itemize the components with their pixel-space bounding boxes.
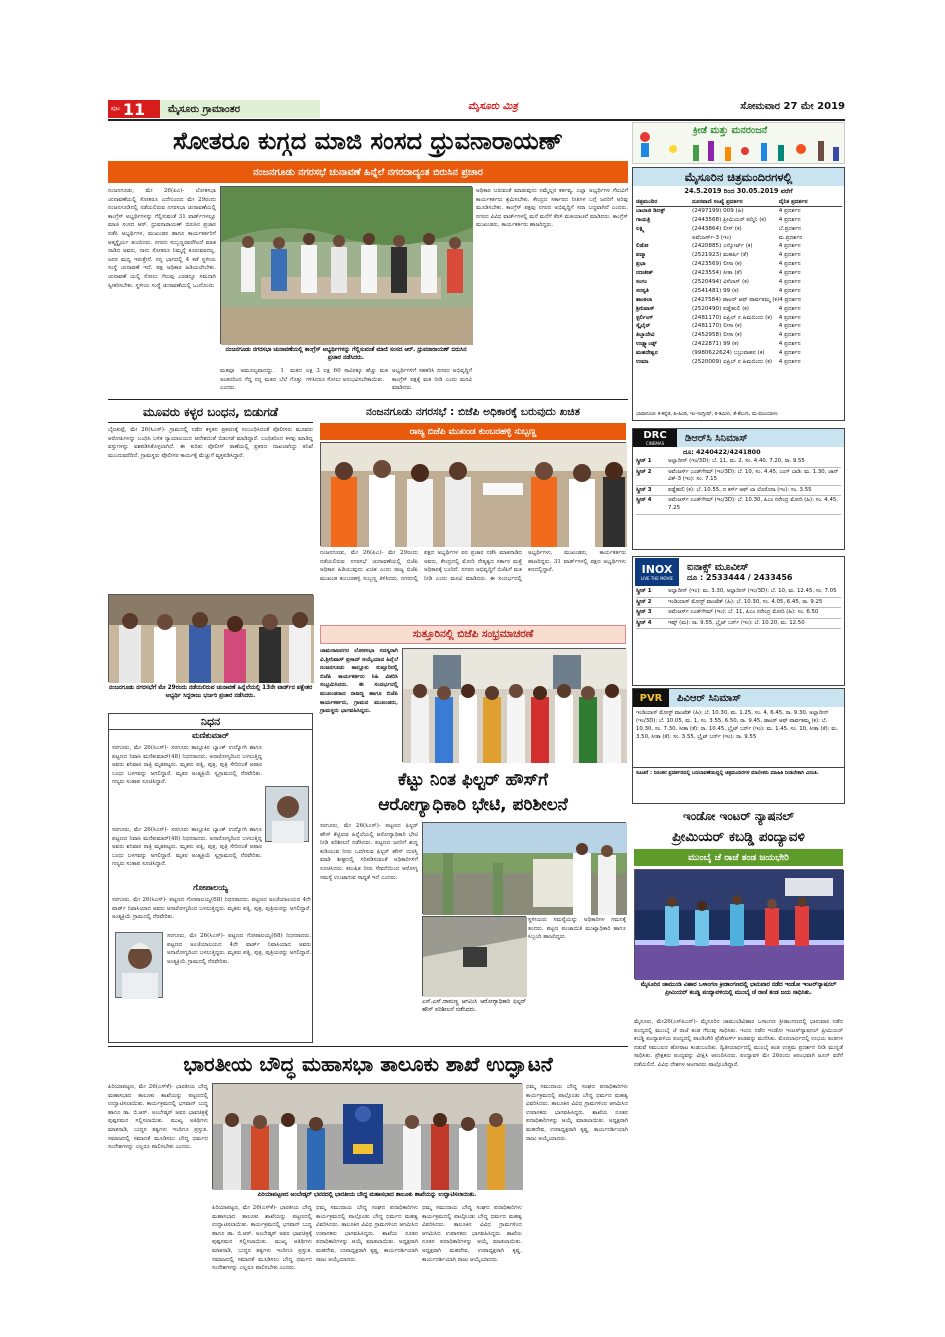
filter-photo-caption: ಎಸ್.ಎಸ್.ರಾಮಣ್ಣ ಆಗಮಿಸಿ ಆರೋಗ್ಯಾಧಿಕಾರಿ ಫಿಲ್ಟರ್ ಹೌಸ್ ಪರಿಶೀಲನೆ ನಡೆಸಿದರು. (422, 999, 526, 1014)
obituary-heading: ನಿಧನ (109, 714, 312, 730)
inox-screen-label: ಸ್ಕ್ರೀನ್ 3 (636, 609, 652, 616)
pvr-schedule: ಇಂಡಿಯಾಸ್ ಮೋಸ್ಟ್ ವಾಂಟೆಡ್ (ಹಿ): ಬೆ. 10.30, ಮ. 1.25, ಸಂ. 4, 6.45, ರಾ. 9.30, ಅಲ್ಲಾದೀನ್ (ಇಂ/3D): ಬೆ. 10.05, ಮ. 1, ಸಂ. 3.55, 6.50, ರಾ. 9.45, ಡಾಟರ್ ಆಫ್ ಪಾರ್ವತಮ್ಮ (ಕ): ಬೆ. 10.30, ಸಂ. 7.30, ಸೀತಾ (ತೆ): ರಾ. 10.45, ಬ್ರೈಟ್ ಬರ್ನ್ (ಇಂ): ಮ. 1.45, ಸಂ. 10, ಸೀತಾ (ತೆ): ಮ. 3.50, ಸೀತಾ (ತೆ): ಸಂ. 3.55, ಬ್ರೈಟ್ ಬರ್ನ್ (ಇಂ): ರಾ. 9.55 (636, 710, 839, 740)
cinema-movie: (2452958) ಲೀಸಾ (ಕ) (692, 332, 742, 339)
obituary-photo-1 (265, 786, 309, 842)
filter-headline-1: ಕೆಟ್ಟು ನಿಂತ ಫಿಲ್ಟರ್ ಹೌಸ್‌ಗೆ (398, 770, 548, 790)
obituary-box (108, 713, 313, 1043)
inox-logo-sub: LIVE THE MOVIE (640, 575, 674, 581)
inox-screen-label: ಸ್ಕ್ರೀನ್ 2 (636, 598, 652, 605)
water-tank-illustration (423, 917, 527, 997)
sutturu-headline: ಸುತ್ತೂರಿನಲ್ಲಿ ಬಿಜೆಪಿ ಸಂಭ್ರಮಾಚರಣೆ (320, 625, 626, 644)
lead-photo (220, 186, 472, 344)
cinema-movie: (2521923) ಮಹರ್ಷಿ (ತೆ) (692, 252, 749, 259)
celebration-photo-illustration (403, 649, 627, 763)
lead-col-right: ಅಧಿಕಾರ ಬರುವಂತೆ ಮಾಡುವುದು ನಮ್ಮೆಲ್ಲರ ಕರ್ತವ್ಯ. ಎಲ್ಲಾ ಅಭ್ಯರ್ಥಿಗಳ ಗೆಲುವಿಗೆ ಕಾರ್ಯಕರ್ತರು ಶ್ರಮಿಸಬೇಕು. ಕೇಂದ್ರದ ಸರ್ಕಾರದ ನೀತಿಗಳ ಬಗ್ಗೆ ಜನರಿಗೆ ಅರಿವು ಮೂಡಿಸಬೇಕು. ಕಾಂಗ್ರೆಸ್ ಪಕ್ಷವು ನಗರದ ಅಭಿವೃದ್ಧಿಗೆ ಸದಾ ಬದ್ಧವಾಗಿದೆ ಎಂದರು. ನಗರದ ವಿವಿಧ ವಾರ್ಡ್‌ಗಳಲ್ಲಿ ಮನೆ ಮನೆಗೆ ತೆರಳಿ ಮತಯಾಚನೆ ಮಾಡಿದರು. ಕಾಂಗ್ರೆಸ್ ಮುಖಂಡರು, ಕಾರ್ಯಕರ್ತರು ಹಾಜರಿದ್ದರು. (476, 188, 628, 229)
obituary-body-2b: ಸರಗೂರು, ಮೇ 26(ಸಿಎಸ್)- ಪಟ್ಟಣದ ಗೋಪಾಲಯ್ಯ(68) ನಿಧನರಾದರು. ಪಟ್ಟಣದ ಅಂಚೆಯಾಲಯದ 4ನೇ ವಾರ್ಡ್ ನಿವಾಸಿಯಾದ ಅವರು ಅನಾರೋಗ್ಯದಿಂದ ಬಳಲುತ್ತಿದ್ದರು. ಮೃತರು ಪತ್ನಿ, ಪುತ್ರ, ಪುತ್ರಿಯರನ್ನು ಅಗಲಿದ್ದಾರೆ. ಅಂತ್ಯಕ್ರಿಯೆ ಗ್ರಾಮದಲ್ಲಿ ನೆರವೇರಿತು. (167, 933, 311, 965)
inox-logo-text: INOX (641, 562, 673, 576)
cinema-row (636, 340, 842, 349)
inox-logo (635, 558, 679, 586)
cinema-venue: ಬಾಲಾಜಿ ಡಿಲಕ್ಸ್ (636, 207, 666, 214)
bjp-leaders-photo-illustration (321, 443, 627, 547)
cinema-row (636, 349, 842, 358)
pvr-name: ಪಿವಿಆರ್ ಸಿನಿಮಾಸ್ (677, 692, 741, 704)
cinema-row (636, 251, 842, 260)
drc-screen-shows: ಪಡ್ಡೆಹುಲಿ (ಕ): ಬೆ. 10.55, ದ ಕರ್ಸ್ ಆಫ್ ಲಾ ಲೊರೊನಾ (ಇಂ): ಸಂ. 3.55 (668, 486, 812, 493)
cinema-row (636, 216, 842, 225)
cinema-movie: (9980622624) ಬಬ್ರುವಾಹನ (ಕ) (692, 350, 765, 357)
candidate-campaign-photo-illustration (109, 595, 314, 683)
cinema-movie: (2422871) 99 (ಕ) (692, 341, 739, 348)
filter-body: ಸರಗೂರು, ಮೇ 26(ಸಿಎಸ್)- ಪಟ್ಟಣದ ಫಿಲ್ಟರ್ ಹೌಸ್ ಕೆಟ್ಟಿರುವ ಹಿನ್ನೆಲೆಯಲ್ಲಿ ಆರೋಗ್ಯಾಧಿಕಾರಿ ಭೇಟಿ ನೀಡಿ ಪರಿಶೀಲನೆ ನಡೆಸಿದರು. ಪಟ್ಟಣದ ಜನರಿಗೆ ಶುದ್ಧ ಕುಡಿಯುವ ನೀರು ಒದಗಿಸುವ ಫಿಲ್ಟರ್ ಹೌಸ್ ದುರಸ್ತಿ ಮಾಡಿ ಶೀಘ್ರದಲ್ಲಿ ಸರಿಪಡಿಸುವಂತೆ ಅಧಿಕಾರಿಗಳಿಗೆ ಸೂಚಿಸಿದರು. ಕಲುಷಿತ ನೀರು ಸೇವನೆಯಿಂದ ಆರೋಗ್ಯ ಸಮಸ್ಯೆ ಉಂಟಾಗುವ ಸಾಧ್ಯತೆ ಇದೆ ಎಂದರು. (320, 823, 418, 881)
cinema-movie: (2443568) ಪ್ರೀಮಿಯರ್ ಪದ್ಮಿನಿ (ಕ) (692, 216, 767, 223)
cinema-shows: 4 ಪ್ರದರ್ಶನ (778, 323, 801, 330)
arrest-body: ಬೈಲಕುಪ್ಪೆ, ಮೇ 26(ಸಿಎಸ್)- ಗ್ರಾಮದಲ್ಲಿ ನಡೆದ ಕಳ್ಳತನ ಪ್ರಕರಣಕ್ಕೆ ಸಂಬಂಧಿಸಿದಂತೆ ಪೊಲೀಸರು ಮೂವರು ಆರೋಪಿಗಳನ್ನು ಬಂಧಿಸಿ ಬಳಿಕ ನ್ಯಾಯಾಲಯದ ಆದೇಶದಂತೆ ಬಿಡುಗಡೆ ಮಾಡಿದ್ದಾರೆ. ಬಂಧಿತರಿಂದ ಕಳವು ಮಾಡಿದ್ದ ವಸ್ತುಗಳನ್ನು ವಶಪಡಿಸಿಕೊಳ್ಳಲಾಗಿದೆ. ಈ ಕುರಿತು ಪೊಲೀಸ್ ಠಾಣೆಯಲ್ಲಿ ಪ್ರಕರಣ ದಾಖಲಾಗಿದ್ದು ತನಿಖೆ ಮುಂದುವರೆದಿದೆ. ಗ್ರಾಮಸ್ಥರು ಪೊಲೀಸರ ಕಾರ್ಯಕ್ಕೆ ಮೆಚ್ಚುಗೆ ವ್ಯಕ್ತಪಡಿಸಿದ್ದಾರೆ. (108, 427, 313, 459)
cinema-venue: ಶಾಂತಲಾ (636, 296, 653, 303)
inox-screen-shows: ಇಂಡಿಯಾಸ್ ಮೋಸ್ಟ್ ವಾಂಟೆಡ್ (ಹಿ): ಬೆ. 10.30, ಸಂ. 4.05, 6.45, ರಾ. 9.25 (668, 598, 823, 605)
sutturu-photo (402, 648, 626, 762)
cinema-shows: 4 ಪ್ರದರ್ಶನ (778, 359, 801, 366)
arrest-photo-caption: ನಂಜನಗೂಡು ನಗರಸಭೆಗೆ ಮೇ 29ರಂದು ನಡೆಯಲಿರುವ ಚುನಾವಣೆ ಹಿನ್ನೆಲೆಯಲ್ಲಿ 13ನೇ ವಾರ್ಡ್‌ನ ಪಕ್ಷೇತರ ಅಭ್ಯರ್ಥಿ ಸಿದ್ದರಾಜು ಭರ್ಜರಿ ಪ್ರಚಾರ ನಡೆಸಿದರು. (108, 685, 313, 700)
arrest-headline: ಮೂವರು ಕಳ್ಳರ ಬಂಧನ, ಬಿಡುಗಡೆ (108, 401, 313, 423)
cinema-shows: 4 ಪ್ರದರ್ಶನ (778, 287, 801, 294)
cinema-venue: ಸ್ಕೈಲೈನ್ (636, 323, 651, 330)
inox-screen-row (636, 598, 841, 609)
cinema-row (636, 225, 842, 234)
drc-screen-row (636, 496, 841, 514)
sports-figures-illustration (633, 123, 846, 165)
inox-schedule (633, 587, 844, 683)
masthead-rule (108, 119, 845, 121)
page-number-badge (108, 100, 160, 118)
inox-screen-shows: ಇಷ್ಕ್ (ಮ): ರಾ. 9.55, ಬ್ರೈಟ್ ಬರ್ನ್ (ಇಂ): ಬೆ. 10.20, ಮ. 12.50 (668, 619, 805, 626)
cinema-row (636, 260, 842, 269)
bjp-banner: ರಾಜ್ಯ ಬಿಜೆಪಿ ಮುಖಂಡ ಕುಂಬರಹಳ್ಳಿ ಸುಬ್ಬಣ್ಣ (320, 423, 626, 440)
cinema-shows: 4 ಪ್ರದರ್ಶನ (778, 216, 801, 223)
page-label: ಪುಟ (111, 105, 120, 112)
inox-screen-row (636, 608, 841, 619)
cinema-venue: ಸಂಗಂ (636, 279, 647, 286)
drc-logo-sub: CINEMAS (645, 440, 665, 446)
buddha-headline: ಭಾರತೀಯ ಬೌದ್ಧ ಮಹಾಸಭಾ ತಾಲೂಕು ಶಾಖೆ ಉದ್ಘಾಟನೆ (183, 1052, 553, 1076)
inox-header (633, 557, 844, 587)
drc-screen-row (636, 457, 841, 468)
buddha-top-rule (108, 1046, 628, 1047)
cinema-row (636, 269, 842, 278)
cinema-shows: ಬೆ.ಪ್ರದರ್ಶನ (778, 225, 802, 232)
cinema-movie: (2481170) ಏಪ್ರಿಲ್ ನ ಹಿಮಬಿಂದು (ಕ) (692, 314, 773, 321)
pvr-logo: PVR (633, 689, 669, 707)
cinema-header-shows: ದೈನಿಕ ಪ್ರದರ್ಶನ (778, 199, 808, 205)
sutturu-body: ಚಾಮರಾಜನಗರ ಲೋಕಸಭಾ ಸದಸ್ಯರಾಗಿ ವಿ.ಶ್ರೀನಿವಾಸ್ ಪ್ರಸಾದ್ ಆಯ್ಕೆಯಾದ ಹಿನ್ನೆಲೆ ನಂಜನಗೂಡು ತಾಲ್ಲೂಕು ಸುತ್ತೂರಿನಲ್ಲಿ ಬಿಜೆಪಿ ಕಾರ್ಯಕರ್ತರು ಸಿಹಿ ವಿತರಿಸಿ ಸಂಭ್ರಮಿಸಿದರು. ಈ ಸಂದರ್ಭದಲ್ಲಿ ಮುಖಂಡರಾದ ರಾಜಣ್ಣ ಹಾಗೂ ಬಿಜೆಪಿ ಕಾರ್ಯಕರ್ತರು, ಗ್ರಾಮದ ಮುಖಂಡರು, ಗ್ರಾಮಸ್ಥರು ಭಾಗವಹಿಸಿದ್ದರು. (320, 648, 398, 715)
cinema-row (636, 207, 842, 216)
kabaddi-headline-1: ಇಂಡೋ ಇಂಟರ್ ನ್ಯಾಷನಲ್ (683, 809, 794, 823)
cinema-row (636, 234, 842, 243)
lead-col-mid-3: ಅಭ್ಯರ್ಥಿಗಳಿಗೆ ಸಹಕರಿಸಿ ನಗರದ ಅಭಿವೃದ್ಧಿಗೆ ಕಾಂಗ್ರೆಸ್ ಪಕ್ಷಕ್ಕೆ ಮತ ನೀಡಿ ಎಂದು ಮನವಿ ಮಾಡಿದರು. (392, 368, 472, 392)
cinema-venue: ತಿಬ್ಬಾದೇವಿ (636, 332, 655, 339)
cinema-venue: ಉಡ್ಲ್ಯಾಂಡ್ಸ್ (636, 341, 657, 348)
cinema-row (636, 322, 842, 331)
cinema-date-range: 24.5.2019 ರಿಂದ 30.05.2019 ವರೆಗೆ (684, 187, 793, 195)
cinema-venue: ಸ್ಟರ್ಲಿಂಗ್ (636, 314, 654, 321)
obituary-body-1: ಸರಗೂರು, ಮೇ 26(ಸಿಎಸ್)- ಸರಗೂರು ತಾಲ್ಲೂಕಿನ ಬ್ಯಾಂಕ್ ಉದ್ಯೋಗಿ ಹಾಗೂ ಪಟ್ಟಣದ ನಿವಾಸಿ ಮಣಿಕುಮಾರ್(48) ನಿಧನರಾದರು. ಅನಾರೋಗ್ಯದಿಂದ ಬಳಲುತ್ತಿದ್ದ ಅವರು ಶನಿವಾರ ರಾತ್ರಿ ಮೃತಪಟ್ಟರು. ಮೃತರು ಪತ್ನಿ, ಪುತ್ರ, ಪುತ್ರಿ ಸೇರಿದಂತೆ ಅಪಾರ ಬಂಧು ಬಳಗವನ್ನು ಅಗಲಿದ್ದಾರೆ. ಮೃತರ ಅಂತ್ಯಕ್ರಿಯೆ ಸ್ವಗ್ರಾಮದಲ್ಲಿ ನೆರವೇರಿತು. ಗಣ್ಯರು ಸಂತಾಪ ಸೂಚಿಸಿದ್ದಾರೆ. (112, 745, 262, 786)
drc-screen-shows: ಅಲ್ಲಾದೀನ್ (ಇಂ/3D): ಬೆ. 11, ಮ. 2, ಸಂ. 4.40, 7.20, ರಾ. 9.55 (668, 458, 805, 464)
lead-subhead: ನಂಜನಗೂಡು ನಗರಸಭೆ ಚುನಾವಣೆ ಹಿನ್ನೆಲೆ ನಗರದಾದ್ಯಂತ ಬಿರುಸಿನ ಪ್ರಚಾರ (108, 161, 628, 183)
drc-name: ಡಿಆರ್‌ಸಿ ಸಿನಿಮಾಸ್ (685, 432, 748, 444)
cinema-header-venue: ಚಿತ್ರಮಂದಿರ (636, 199, 658, 205)
bjp-photo (320, 442, 626, 546)
pvr-box (632, 688, 845, 804)
cinema-venue: ಲಕ್ಷ್ಮಿ (636, 225, 645, 232)
drc-screen-row (636, 486, 841, 497)
inox-screen-label: ಸ್ಕ್ರೀನ್ 1 (636, 588, 652, 594)
drc-screen-label: ಸ್ಕ್ರೀನ್ 3 (636, 486, 652, 493)
section-title: ಮೈಸೂರು ಗ್ರಾಮಾಂತರ (168, 103, 241, 115)
filter-body-2: ಸ್ಥಳೀಯರು ಸಮಸ್ಯೆಯನ್ನು ಅಧಿಕಾರಿಗಳ ಗಮನಕ್ಕೆ ತಂದರು. ಪಟ್ಟಣ ಪಂಚಾಯಿತಿ ಮುಖ್ಯಾಧಿಕಾರಿ ಹಾಗೂ ಸಿಬ್ಬಂದಿ ಹಾಜರಿದ್ದರು. (528, 917, 626, 941)
drc-logo-text: DRC (643, 429, 667, 441)
cinema-venue: ಸರಸ್ವತಿ (636, 287, 649, 294)
sports-strip (632, 122, 845, 164)
filter-photo (422, 822, 626, 914)
kabaddi-body: ಮೈಸೂರು, ಮೇ26(ಎಸ್‌ಪಿಎನ್)- ಮೈಸೂರಿನ ಚಾಮುಂಡಿವಿಹಾರ ಒಳಾಂಗಣ ಕ್ರೀಡಾಂಗಣದಲ್ಲಿ ಭಾನುವಾರ ನಡೆದ ಪಂದ್ಯದಲ್ಲಿ ಮುಂಬೈ ಚೆ ರಾಜೆ ತಂಡ ಗೆಲುವು ಸಾಧಿಸಿತು. ಇಂದು ನಡೆದ ಇಂಡೋ ಇಂಟರ್‌ನ್ಯಾಷನಲ್ ಪ್ರೀಮಿಯರ್ ಕಬಡ್ಡಿ ಪಂದ್ಯಾವಳಿಯ ಪಂದ್ಯದಲ್ಲಿ ಪಾಂಡಿಚೇರಿ ಪ್ರೆಡೇಟರ್ಸ್ ತಂಡವನ್ನು ಮಣಿಸಿತು. ಮೊದಲಾರ್ಧದಲ್ಲಿ ಉಭಯ ತಂಡಗಳ ನಡುವೆ ಸಮಬಲದ ಹೋರಾಟ ಕಂಡುಬಂದಿತು. ದ್ವಿತೀಯಾರ್ಧದಲ್ಲಿ ಮುಂಬೈ ತಂಡ ಉತ್ತಮ ಪ್ರದರ್ಶನ ನೀಡಿ ಮುನ್ನಡೆ ಸಾಧಿಸಿತು. ಪ್ರೇಕ್ಷಕರು ಪಂದ್ಯವನ್ನು ವೀಕ್ಷಿಸಿ ಆನಂದಿಸಿದರು. ಪಂದ್ಯಾವಳಿ ಮೇ 26ರಂದು ಆರಂಭವಾಗಿ ಜೂನ್ ವರೆಗೆ ನಡೆಯಲಿದೆ. ವಿವಿಧ ದೇಶಗಳ ಆಟಗಾರರು ಪಾಲ್ಗೊಂಡಿದ್ದಾರೆ. (634, 1019, 843, 1068)
obituary-body-1b: ಸರಗೂರು, ಮೇ 26(ಸಿಎಸ್)- ಸರಗೂರು ತಾಲ್ಲೂಕಿನ ಬ್ಯಾಂಕ್ ಉದ್ಯೋಗಿ ಹಾಗೂ ಪಟ್ಟಣದ ನಿವಾಸಿ ಮಣಿಕುಮಾರ್(48) ನಿಧನರಾದರು. ಅನಾರೋಗ್ಯದಿಂದ ಬಳಲುತ್ತಿದ್ದ ಅವರು ಶನಿವಾರ ರಾತ್ರಿ ಮೃತಪಟ್ಟರು. ಮೃತರು ಪತ್ನಿ, ಪುತ್ರ, ಪುತ್ರಿ ಸೇರಿದಂತೆ ಅಪಾರ ಬಂಧು ಬಳಗವನ್ನು ಅಗಲಿದ್ದಾರೆ. ಮೃತರ ಅಂತ್ಯಕ್ರಿಯೆ ಸ್ವಗ್ರಾಮದಲ್ಲಿ ನೆರವೇರಿತು. ಗಣ್ಯರು ಸಂತಾಪ ಸೂಚಿಸಿದ್ದಾರೆ. (112, 827, 262, 868)
bjp-body: ನಂಜನಗೂಡು, ಮೇ 26(ಪಿಎ)- ಮೇ 29ರಂದು ನಡೆಯಲಿರುವ ನಗರಸಭೆ ಚುನಾವಣೆಯಲ್ಲಿ ಬಿಜೆಪಿ ಅಧಿಕಾರ ಹಿಡಿಯುವುದು ಖಚಿತ ಎಂದು ರಾಜ್ಯ ಬಿಜೆಪಿ ಮುಖಂಡ ಕುಂಬರಹಳ್ಳಿ ಸುಬ್ಬಣ್ಣ ತಿಳಿಸಿದರು. ನಗರದಲ್ಲಿ ಪಕ್ಷದ ಅಭ್ಯರ್ಥಿಗಳ ಪರ ಪ್ರಚಾರ ನಡೆಸಿ ಮಾತನಾಡಿದ ಅವರು, ಕೇಂದ್ರದಲ್ಲಿ ಮೋದಿ ನೇತೃತ್ವದ ಸರ್ಕಾರ ಮತ್ತೆ ಅಧಿಕಾರಕ್ಕೆ ಬಂದಿದೆ. ನಗರದ ಅಭಿವೃದ್ಧಿಗೆ ಬಿಜೆಪಿಗೆ ಮತ ನೀಡಿ ಎಂದು ಮನವಿ ಮಾಡಿದರು. ಈ ಸಂದರ್ಭದಲ್ಲಿ ಅಭ್ಯರ್ಥಿಗಳು, ಮುಖಂಡರು, ಕಾರ್ಯಕರ್ತರು ಹಾಜರಿದ್ದರು. 31 ವಾರ್ಡ್‌ಗಳಲ್ಲಿ ಪಕ್ಷದ ಅಭ್ಯರ್ಥಿಗಳು ಕಣದಲ್ಲಿದ್ದಾರೆ. (320, 550, 626, 582)
bjp-headline: ನಂಜನಗೂಡು ನಗರಸಭೆ : ಬಿಜೆಪಿ ಅಧಿಕಾರಕ್ಕೆ ಬರುವುದು ಖಚಿತ (365, 406, 581, 418)
inox-screen-row (636, 587, 841, 598)
sports-strip-title: ಕ್ರೀಡೆ ಮತ್ತು ಮನರಂಜನೆ (693, 125, 768, 136)
drc-screen-label: ಸ್ಕ್ರೀನ್ 4 (636, 497, 652, 504)
inox-name: ಐನಾಕ್ಸ್ ಮೂವೀಸ್ (687, 561, 749, 573)
cinema-header-phone: ದೂರವಾಣಿ ಸಂಖ್ಯೆ ಪ್ರದರ್ಶನ (692, 199, 743, 205)
cinema-row (636, 296, 842, 305)
drc-schedule (633, 457, 844, 547)
obituary-name-2: ಗೋಪಾಲಯ್ಯ (193, 883, 228, 892)
inox-phone: ದೂ : 2533444 / 2433456 (687, 572, 793, 582)
cinema-shows: 4 ಪ್ರದರ್ಶನ (778, 270, 801, 277)
cinema-row (636, 305, 842, 314)
cinema-row (636, 314, 842, 323)
cinema-movie: (2423554) ಸೀತಾ (ತೆ) (692, 270, 742, 277)
drc-screen-label: ಸ್ಕ್ರೀನ್ 1 (636, 458, 652, 464)
buddha-col-5: ಧಮ್ಮ ಸಮುದಾಯ ಬೌದ್ಧ ಸಂಘದ ಪದಾಧಿಕಾರಿಗಳು ಕಾರ್ಯಕ್ರಮದಲ್ಲಿ ಪಾಲ್ಗೊಂಡು ಬೌದ್ಧ ಧರ್ಮದ ಮಹತ್ವ ವಿವರಿಸಿದರು. ತಾಲೂಕಿನ ವಿವಿಧ ಗ್ರಾಮಗಳಿಂದ ಆಗಮಿಸಿದ ಉಪಾಸಕರು ಭಾಗವಹಿಸಿದ್ದರು. ಶಾಖೆಯ ನೂತನ ಪದಾಧಿಕಾರಿಗಳನ್ನು ಆಯ್ಕೆ ಮಾಡಲಾಯಿತು. ಅಧ್ಯಕ್ಷರಾಗಿ ಮಹದೇವ, ಉಪಾಧ್ಯಕ್ಷರಾಗಿ ಕೃಷ್ಣ, ಕಾರ್ಯದರ್ಶಿಯಾಗಿ ರಾಜು ಆಯ್ಕೆಯಾದರು. (526, 1084, 628, 1142)
cinema-rows (636, 207, 842, 367)
cinema-row (636, 242, 842, 251)
inox-screen-row (636, 619, 841, 630)
inox-screen-shows: ಅವೆಂಜರ್ಸ್ ಎಂಡ್‌ಗೇಮ್ (ಇಂ): ಬೆ. 11, ಪಿಎಂ ನರೇಂದ್ರ ಮೋದಿ (ಹಿ): ಸಂ. 6.50 (668, 609, 819, 616)
filter-house-photo-illustration (423, 823, 627, 915)
cinema-row (636, 358, 842, 367)
lead-photo-caption: ನಂಜನಗೂಡು ನಗರಸಭಾ ಚುನಾವಣೆಯಲ್ಲಿ ಕಾಂಗ್ರೆಸ್ ಅಭ್ಯರ್ಥಿಗಳನ್ನು ಗೆಲ್ಲಿಸುವಂತೆ ಮಾಜಿ ಸಂಸದ ಆರ್. ಧ್ರುವನಾರಾಯಣ್ ಬಿರುಸಿನ ಪ್ರಚಾರ ನಡೆಸಿದರು. (225, 347, 467, 362)
obituary-name-1: ಮಣಿಕುಮಾರ್ (192, 731, 229, 740)
cinema-shows: 4 ಪ್ರದರ್ಶನ (778, 314, 801, 321)
cinema-table (636, 198, 842, 367)
paper-name: ಮೈಸೂರು ಮಿತ್ರ (468, 101, 518, 112)
buddha-col-3: ಧಮ್ಮ ಸಮುದಾಯ ಬೌದ್ಧ ಸಂಘದ ಪದಾಧಿಕಾರಿಗಳು ಕಾರ್ಯಕ್ರಮದಲ್ಲಿ ಪಾಲ್ಗೊಂಡು ಬೌದ್ಧ ಧರ್ಮದ ಮಹತ್ವ ವಿವರಿಸಿದರು. ತಾಲೂಕಿನ ವಿವಿಧ ಗ್ರಾಮಗಳಿಂದ ಆಗಮಿಸಿದ ಉಪಾಸಕರು ಭಾಗವಹಿಸಿದ್ದರು. ಶಾಖೆಯ ನೂತನ ಪದಾಧಿಕಾರಿಗಳನ್ನು ಆಯ್ಕೆ ಮಾಡಲಾಯಿತು. ಅಧ್ಯಕ್ಷರಾಗಿ ಮಹದೇವ, ಉಪಾಧ್ಯಕ್ಷರಾಗಿ ಕೃಷ್ಣ, ಕಾರ್ಯದರ್ಶಿಯಾಗಿ ರಾಜು ಆಯ್ಕೆಯಾದರು. (316, 1205, 418, 1263)
section-strip (160, 100, 320, 118)
cinema-movie: (2481170) ಲೀಸಾ (ಕ) (692, 323, 742, 330)
drc-box (632, 428, 845, 550)
issue-date: ಸೋಮವಾರ 27 ಮೇ 2019 (740, 101, 845, 112)
cinema-shows: 4 ಪ್ರದರ್ಶನ (778, 350, 801, 357)
lead-headline: ಸೋತರೂ ಕುಗ್ಗದ ಮಾಜಿ ಸಂಸದ ಧ್ರುವನಾರಾಯಣ್ (173, 127, 563, 155)
mahasabha-inauguration-photo-illustration (213, 1084, 523, 1190)
cinema-venue: ಉಮಾ (636, 359, 649, 366)
cinema-movie: (2427584) ಡಾಟರ್ ಆಫ್ ಪಾರ್ವತಮ್ಮ (ಕ) (691, 296, 780, 303)
cinema-venue: ಮಹದೇಶ್ವರ (636, 350, 658, 357)
cinema-shows: 4 ಪ್ರದರ್ಶನ (779, 296, 801, 303)
buddha-col-1: ಪಿರಿಯಾಪಟ್ಟಣ, ಮೇ 26(ಎಸ್‌ಕೆ)- ಭಾರತೀಯ ಬೌದ್ಧ ಮಹಾಸಭಾದ ತಾಲೂಕು ಶಾಖೆಯನ್ನು ಪಟ್ಟಣದಲ್ಲಿ ಉದ್ಘಾಟಿಸಲಾಯಿತು. ಕಾರ್ಯಕ್ರಮದಲ್ಲಿ ಭಗವಾನ್ ಬುದ್ಧ ಹಾಗೂ ಡಾ. ಬಿ.ಆರ್. ಅಂಬೇಡ್ಕರ್ ಅವರ ಭಾವಚಿತ್ರಕ್ಕೆ ಪುಷ್ಪನಮನ ಸಲ್ಲಿಸಲಾಯಿತು. ಮುಖ್ಯ ಅತಿಥಿಗಳು ಮಾತನಾಡಿ, ಬುದ್ಧನ ತತ್ವಗಳು ಇಂದಿಗೂ ಪ್ರಸ್ತುತ. ಸಮಾಜದಲ್ಲಿ ಸಮಾನತೆ ಮೂಡಿಸಲು ಬೌದ್ಧ ಧರ್ಮದ ಸಂದೇಶಗಳನ್ನು ಎಲ್ಲರೂ ಪಾಲಿಸಬೇಕು ಎಂದರು. (108, 1084, 208, 1151)
obituary-photo-2 (115, 932, 163, 998)
drc-screen-row (636, 468, 841, 486)
cinema-movie: (2443864) ಲೀಸ್ (ಕ) (692, 225, 742, 232)
buddha-col-4: ಧಮ್ಮ ಸಮುದಾಯ ಬೌದ್ಧ ಸಂಘದ ಪದಾಧಿಕಾರಿಗಳು ಕಾರ್ಯಕ್ರಮದಲ್ಲಿ ಪಾಲ್ಗೊಂಡು ಬೌದ್ಧ ಧರ್ಮದ ಮಹತ್ವ ವಿವರಿಸಿದರು. ತಾಲೂಕಿನ ವಿವಿಧ ಗ್ರಾಮಗಳಿಂದ ಆಗಮಿಸಿದ ಉಪಾಸಕರು ಭಾಗವಹಿಸಿದ್ದರು. ಶಾಖೆಯ ನೂತನ ಪದಾಧಿಕಾರಿಗಳನ್ನು ಆಯ್ಕೆ ಮಾಡಲಾಯಿತು. ಅಧ್ಯಕ್ಷರಾಗಿ ಮಹದೇವ, ಉಪಾಧ್ಯಕ್ಷರಾಗಿ ಕೃಷ್ಣ, ಕಾರ್ಯದರ್ಶಿಯಾಗಿ ರಾಜು ಆಯ್ಕೆಯಾದರು. (422, 1205, 522, 1263)
filter-tank-photo (422, 916, 526, 996)
cinema-box (632, 167, 845, 421)
cinema-heading: ಮೈಸೂರಿನ ಚಿತ್ರಮಂದಿರಗಳಲ್ಲಿ (633, 168, 844, 186)
buddha-photo-caption: ಪಿರಿಯಾಪಟ್ಟಣದ ಅಂಬೇಡ್ಕರ್ ಭವನದಲ್ಲಿ ಭಾರತೀಯ ಬೌದ್ಧ ಮಹಾಸಭಾದ ತಾಲೂಕು ಶಾಖೆಯನ್ನು ಉದ್ಘಾಟಿಸಲಾಯಿತು. (257, 1192, 477, 1198)
cinema-movie: (2541481) 99 (ಕ) (692, 287, 739, 294)
kabaddi-banner: ಮುಂಬೈ ಚೆ ರಾಜೆ ತಂಡ ಜಯಭೇರಿ (634, 849, 843, 866)
drc-screen-shows: ಅವೆಂಜರ್ಸ್ ಎಂಡ್‌ಗೇಮ್ (ಇಂ/3D): ಬೆ. 10.30, ಪಿಎಂ ನರೇಂದ್ರ ಮೋದಿ (ಹಿ): ಸಂ. 4.45, 7.25 (668, 497, 839, 511)
drc-logo (633, 429, 677, 447)
pvr-header (633, 689, 844, 707)
buddha-photo (212, 1083, 522, 1189)
lead-col-1: ನಂಜನಗೂಡು, ಮೇ 26(ಪಿಎ)- ಲೋಕಸಭಾ ಚುನಾವಣೆಯಲ್ಲಿ ಸೋತರೂ ಎದೆಗುಂದದ ಮೇ 29ರಂದು ನಂಜನಗೂಡಿನಲ್ಲಿ ನಡೆಯಲಿರುವ ನಗರಸಭಾ ಚುನಾವಣೆಯಲ್ಲಿ ಕಾಂಗ್ರೆಸ್ ಅಭ್ಯರ್ಥಿಗಳನ್ನು ಗೆಲ್ಲಿಸುವಂತೆ 31 ವಾರ್ಡ್‌ಗಳಲ್ಲೂ ಮಾಜಿ ಸಂಸದ ಆರ್. ಧ್ರುವನಾರಾಯಣ್ ಬಿರುಸಿನ ಪ್ರಚಾರ ನಡೆಸಿ ಅಭ್ಯರ್ಥಿಗಳ, ಮುಖಂಡರ ಹಾಗೂ ಕಾರ್ಯಕರ್ತರಿಗೆ ಆತ್ಮಸ್ಥೈರ್ಯ ತುಂಬಿದರು. ನಗರದ ಸುಬ್ಬಣ್ಣರವರೆಗಿಂದೆ ಮಾತ ನಾಡಿದ ಅವರು, ನಾನು ಸೋತರೂ ನಿಮ್ಮನ್ನೆ ಕೂರುವವನಲ್ಲ. ಜನರ ಮಧ್ಯ ಇರುತ್ತೇನೆ. ನನ್ನ ಭಾಗದಲ್ಲಿ 4 ಕಡೆ ಸ್ಥಳೀಯ ಸಂಸ್ಥೆ ಚುನಾವಣೆ ಇದೆ. ಪಕ್ಷ ಅಧಿಕಾರ ಹಿಡಿಯಲೇಬೇಕು. ಚುನಾವಣೆ ಯಲ್ಲಿ ಸೋಲು ಗೆಲುವು ಎರಡನ್ನೂ ಸಮನಾಗಿ ಸ್ವೀಕರಿಸಬೇಕು. ಸ್ಥಳೀಯ ಸಂಸ್ಥೆ ಚುನಾವಣೆಯಲ್ಲಿ ಒಂದೊಂದು (108, 188, 216, 289)
cinema-venue (636, 234, 692, 243)
lead-col-mid-2: ಲಕ್ಷ 3 ಲಕ್ಷ 60 ಸಾವಿರಕ್ಕೂ ಹೆಚ್ಚು ಮತ ಗಳಿಸಿದರೂ ಸೋಲು ಅನುಭವಿಸಬೇಕಾಯಿತು. (306, 368, 388, 383)
cinema-movie: (2520490) ಪಡ್ಡೆಹುಲಿ (ಕ) (692, 305, 749, 312)
cinema-shows: 4 ಪ್ರದರ್ಶನ (778, 261, 801, 268)
buddha-col-2: ಪಿರಿಯಾಪಟ್ಟಣ, ಮೇ 26(ಎಸ್‌ಕೆ)- ಭಾರತೀಯ ಬೌದ್ಧ ಮಹಾಸಭಾದ ತಾಲೂಕು ಶಾಖೆಯನ್ನು ಪಟ್ಟಣದಲ್ಲಿ ಉದ್ಘಾಟಿಸಲಾಯಿತು. ಕಾರ್ಯಕ್ರಮದಲ್ಲಿ ಭಗವಾನ್ ಬುದ್ಧ ಹಾಗೂ ಡಾ. ಬಿ.ಆರ್. ಅಂಬೇಡ್ಕರ್ ಅವರ ಭಾವಚಿತ್ರಕ್ಕೆ ಪುಷ್ಪನಮನ ಸಲ್ಲಿಸಲಾಯಿತು. ಮುಖ್ಯ ಅತಿಥಿಗಳು ಮಾತನಾಡಿ, ಬುದ್ಧನ ತತ್ವಗಳು ಇಂದಿಗೂ ಪ್ರಸ್ತುತ. ಸಮಾಜದಲ್ಲಿ ಸಮಾನತೆ ಮೂಡಿಸಲು ಬೌದ್ಧ ಧರ್ಮದ ಸಂದೇಶಗಳನ್ನು ಎಲ್ಲರೂ ಪಾಲಿಸಬೇಕು ಎಂದರು. (212, 1205, 312, 1272)
page-number: 11 (122, 99, 146, 119)
cinema-shows: 4 ಪ್ರದರ್ಶನ (778, 207, 801, 214)
drc-header (633, 429, 844, 447)
lead-bottom-rule (108, 399, 628, 400)
drc-screen-shows: ಅವೆಂಜರ್ಸ್ ಎಂಡ್‌ಗೇಮ್ (ಇಂ/3D): ಬೆ. 10, ಸಂ. 4.45, ಎಂಗ್ ಬಾಡಿ: ಮ. 1.30, ಜಾನ್ ವಿಕ್-3 (ಇಂ): ಸಂ. 7.15 (668, 468, 839, 483)
cinema-shows: 4 ಪ್ರದರ್ಶನ (778, 305, 801, 312)
cinema-table-header (636, 198, 842, 207)
campaign-photo-illustration (221, 187, 473, 345)
cinema-movie: ಅವೆಂಜರ್ಸ್-3 (ಇಂ) (692, 234, 732, 241)
cinema-shows: ಮ.ಪ್ರದರ್ಶನ (778, 234, 803, 241)
cinema-venue: ಲಿಡೋ (636, 243, 649, 250)
cinema-shows: 4 ಪ್ರದರ್ಶನ (778, 252, 801, 259)
cinema-movie: (2423569) ಲೀಸಾ (ಕ) (692, 261, 742, 268)
kabaddi-match-photo-illustration (635, 870, 844, 980)
cinema-movie: (2520009) ಏಪ್ರಿಲ್ ನ ಹಿಮಬಿಂದು (ಕ) (692, 359, 773, 366)
kabaddi-headline-2: ಪ್ರೀಮಿಯರ್ ಕಬಡ್ಡಿ ಪಂದ್ಯಾವಳಿ (672, 829, 805, 845)
cinema-row (636, 278, 842, 287)
inox-screen-label: ಸ್ಕ್ರೀನ್ 4 (636, 619, 652, 626)
cinema-row (636, 287, 842, 296)
cinema-shows: 4 ಪ್ರದರ್ಶನ (778, 332, 801, 339)
kabaddi-photo (634, 869, 843, 979)
lead-col-mid-1: ಮತವೂ ಅಮೂಲ್ಯವಾದದ್ದು. 1 ಮತದ ಅಂತರದಿಂದ ಗೆದ್ದ ನನ್ನ ಮತದ ಬೆಲೆ ಗೊತ್ತು ಎಂದರು. (220, 368, 302, 392)
cinema-movie: (2520494) ವಿಸೆಲಾಸ್ (ಕ) (692, 279, 749, 286)
cinema-venue: ರಣಜೀತ್ (636, 270, 654, 277)
obituary-body-2: ಸರಗೂರು, ಮೇ 26(ಸಿಎಸ್)- ಪಟ್ಟಣದ ಗೋಪಾಲಯ್ಯ(68) ನಿಧನರಾದರು. ಪಟ್ಟಣದ ಅಂಚೆಯಾಲಯದ 4ನೇ ವಾರ್ಡ್ ನಿವಾಸಿಯಾದ ಅವರು ಅನಾರೋಗ್ಯದಿಂದ ಬಳಲುತ್ತಿದ್ದರು. ಮೃತರು ಪತ್ನಿ, ಪುತ್ರ, ಪುತ್ರಿಯರನ್ನು ಅಗಲಿದ್ದಾರೆ. ಅಂತ್ಯಕ್ರಿಯೆ ಗ್ರಾಮದಲ್ಲಿ ನೆರವೇರಿತು. (112, 897, 311, 921)
inox-screen-shows: ಅಲ್ಲಾದೀನ್ (ಇಂ): ಮ. 3.30, ಅಲ್ಲಾದೀನ್ (ಇಂ/3D): ಬೆ. 10, ಮ. 12.45, ಸಂ. 7.05 (668, 588, 837, 594)
kabaddi-photo-caption: ಮೈಸೂರಿನ ಚಾಮುಂಡಿ ವಿಹಾರ ಒಳಾಂಗಣ ಕ್ರೀಡಾಂಗಣದಲ್ಲಿ ಭಾನುವಾರ ನಡೆದ ಇಂಡೋ ಇಂಟರ್‌ನ್ಯಾಷನಲ್ ಪ್ರೀಮಿಯರ್ ಕಬಡ್ಡಿ ಪಂದ್ಯಾವಳಿಯಲ್ಲಿ ಮುಂಬೈ ಚೆ ರಾಜೆ ತಂಡ ಜಯ ಸಾಧಿಸಿತು. (640, 982, 837, 997)
pvr-note: ಸೂಚನೆ : ನಿರಂತರ ಪ್ರದರ್ಶನದಲ್ಲಿ ಬದಲಾವಣೆಯಿದ್ದಲ್ಲಿ ಚಿತ್ರಮಂದಿರಗಳ ಮಾಲೀಕರು ಮಾಹಿತಿ ನೀಡಬೇಕಾಗಿ ವಿನಂತಿ. (633, 767, 844, 801)
cinema-shows: 4 ಪ್ರದರ್ಶನ (778, 279, 801, 286)
drc-phone: ದೂ: 4240422/4241800 (683, 448, 761, 456)
cinema-venue: ಶ್ರೀನಿವಾಸ್ (636, 305, 655, 312)
cinema-venue: ಪ್ರಭಾ (636, 261, 646, 268)
cinema-shows: 4 ಪ್ರದರ್ಶನ (778, 341, 801, 348)
drc-screen-label: ಸ್ಕ್ರೀನ್ 2 (636, 468, 652, 475)
cinema-footnote: ಭಾಷಾಸೂಚಿ: ಕ-ಕನ್ನಡ, ಹಿ-ಹಿಂದಿ, ಇಂ-ಇಂಗ್ಲೀಷ್, ತ-ತಮಿಳು, ತೆ-ತೆಲುಗು, ಮ-ಮಲಯಾಳಂ (636, 412, 778, 417)
cinema-shows: 4 ಪ್ರದರ್ಶನ (778, 243, 801, 250)
filter-headline-2: ಆರೋಗ್ಯಾಧಿಕಾರಿ ಭೇಟಿ, ಪರಿಶೀಲನೆ (378, 795, 568, 815)
arrest-photo (108, 594, 313, 682)
cinema-venue: ಗಾಯತ್ರಿ (636, 216, 651, 223)
cinema-movie: (2420885) ಎಸ್ಕೋರ್ಟ್ (ಕ) (692, 243, 753, 250)
cinema-row (636, 331, 842, 340)
inox-box (632, 556, 845, 686)
cinema-movie: (2497199) 009 (ಹಿ) (692, 207, 744, 214)
cinema-venue: ಪದ್ಮಾ (636, 252, 646, 259)
